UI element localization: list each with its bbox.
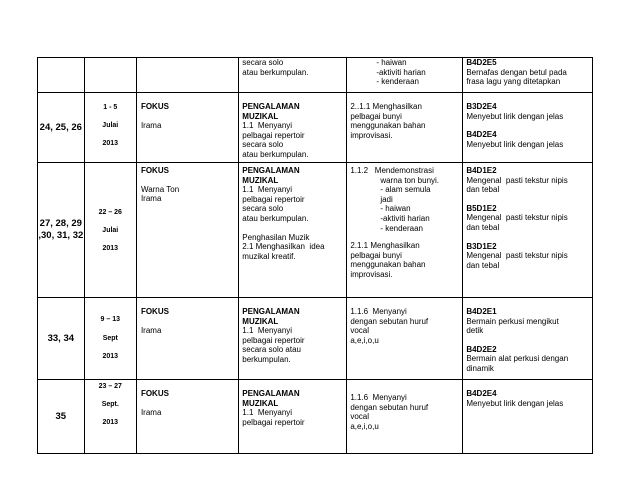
focus-label: FOKUS xyxy=(140,102,169,111)
date-range: 23 – 27 xyxy=(98,383,122,390)
content-line: pelbagai repertoir xyxy=(242,130,305,140)
performance-text: detik xyxy=(466,326,484,336)
learning-standard-cell xyxy=(347,93,463,163)
content-title: MUZIKAL xyxy=(242,175,279,185)
week-cell: 33, 34 xyxy=(38,298,85,380)
content-cell xyxy=(239,298,347,380)
content-line: muzikal kreatif. xyxy=(242,251,296,261)
content-title: PENGALAMAN xyxy=(242,307,300,316)
performance-text: Bernafas dengan betul pada xyxy=(466,67,567,77)
content-cell xyxy=(239,380,347,454)
performance-code: B4D2E4 xyxy=(466,389,497,398)
content-line: 1.1 Menyanyi xyxy=(242,185,293,195)
learning-standard-cell xyxy=(347,380,463,454)
content-line: berkumpulan. xyxy=(242,354,291,364)
learning-line: menggunakan bahan xyxy=(350,260,426,270)
date-cell xyxy=(84,298,136,380)
learning-line: - alam semula xyxy=(380,185,431,195)
content-line: 1.1 Menyanyi xyxy=(242,326,293,336)
learning-line: menggunakan bahan xyxy=(350,121,426,131)
content-line: secara solo xyxy=(242,204,284,214)
learning-line: 2.1.1 Menghasilkan xyxy=(350,241,420,251)
table-row xyxy=(38,298,593,380)
date-cell xyxy=(84,163,136,298)
performance-code: B4D2E1 xyxy=(466,307,497,316)
performance-code: B4D2E5 xyxy=(466,58,497,67)
focus-value: Irama xyxy=(140,194,162,204)
learning-standard-cell xyxy=(347,163,463,298)
focus-value: Irama xyxy=(140,120,162,130)
performance-code: B5D1E2 xyxy=(466,203,497,213)
performance-text: Mengenal pasti tekstur nipis xyxy=(466,251,568,261)
learning-line: 1.1.6 Menyanyi xyxy=(350,393,407,402)
table-row xyxy=(38,380,593,454)
performance-text: Bermain perkusi mengikut xyxy=(466,316,559,326)
performance-text: dan tebal xyxy=(466,185,500,195)
learning-line: - kenderaan xyxy=(376,77,420,87)
learning-standard-cell xyxy=(347,298,463,380)
content-title: MUZIKAL xyxy=(242,111,279,121)
learning-standard-cell xyxy=(347,58,463,93)
performance-standard-cell xyxy=(463,380,593,454)
performance-code: B4D2E4 xyxy=(466,130,497,140)
performance-standard-cell xyxy=(463,93,593,163)
focus-cell xyxy=(136,93,238,163)
performance-code: B3D1E2 xyxy=(466,241,497,251)
performance-text: Mengenal pasti tekstur nipis xyxy=(466,175,568,185)
date-year: 2013 xyxy=(102,140,119,147)
performance-code: B4D2E2 xyxy=(466,344,497,354)
content-line: Penghasilan Muzik xyxy=(242,232,310,242)
focus-value: Irama xyxy=(140,325,162,335)
learning-line: improvisasi. xyxy=(350,269,393,279)
learning-line: - kenderaan xyxy=(380,223,424,233)
table-row xyxy=(38,58,593,93)
performance-text: Menyebut lirik dengan jelas xyxy=(466,111,564,121)
date-range: 1 - 5 xyxy=(103,104,118,111)
focus-cell xyxy=(136,163,238,298)
content-cell xyxy=(239,58,347,93)
date-month: Julai xyxy=(102,122,119,129)
content-line: 2.1 Menghasilkan idea xyxy=(242,242,325,252)
content-line: secara solo xyxy=(242,140,284,150)
learning-line: - haiwan xyxy=(380,204,411,214)
focus-label: FOKUS xyxy=(140,389,169,398)
date-month: Sept. xyxy=(101,401,119,408)
content-line: 1.1 Menyanyi xyxy=(242,408,293,418)
content-line: pelbagai repertoir xyxy=(242,417,305,427)
content-line: 1.1 Menyanyi xyxy=(242,121,293,131)
date-year: 2013 xyxy=(102,244,119,252)
content-line: atau berkumpulan. xyxy=(242,213,309,223)
performance-text: dan tebal xyxy=(466,260,500,270)
learning-line: -aktiviti harian xyxy=(376,67,426,77)
content-title: PENGALAMAN xyxy=(242,102,300,111)
focus-value: Irama xyxy=(140,407,162,417)
date-range: 22 – 26 xyxy=(98,208,122,216)
content-title: MUZIKAL xyxy=(242,398,279,408)
focus-value: Warna Ton xyxy=(140,184,180,194)
learning-line: a,e,i,o,u xyxy=(350,421,379,431)
learning-line: warna ton bunyi. xyxy=(380,175,440,185)
performance-text: Mengenal pasti tekstur nipis xyxy=(466,213,568,223)
learning-line: dengan sebutan huruf xyxy=(350,316,429,326)
week-cell: 24, 25, 26 xyxy=(38,93,85,163)
learning-line: 1.1.6 Menyanyi xyxy=(350,307,407,316)
performance-text: Menyebut lirik dengan jelas xyxy=(466,398,564,408)
content-line: pelbagai repertoir xyxy=(242,194,305,204)
learning-line: -aktiviti harian xyxy=(380,213,430,223)
content-line: atau berkumpulan. xyxy=(242,67,309,77)
date-month: Sept xyxy=(102,335,118,342)
table-row xyxy=(38,93,593,163)
date-cell xyxy=(84,380,136,454)
date-range: 9 – 13 xyxy=(100,316,121,323)
performance-standard-cell xyxy=(463,298,593,380)
performance-text: dinamik xyxy=(466,363,494,373)
performance-text: Bermain alat perkusi dengan xyxy=(466,354,569,364)
performance-standard-cell xyxy=(463,58,593,93)
learning-line: 2..1.1 Menghasilkan xyxy=(350,102,422,111)
table-row xyxy=(38,163,593,298)
performance-code: B3D2E4 xyxy=(466,102,497,111)
performance-code: B4D1E2 xyxy=(466,166,497,175)
content-cell xyxy=(239,163,347,298)
content-line: pelbagai repertoir xyxy=(242,335,305,345)
focus-label: FOKUS xyxy=(140,166,169,175)
date-month: Julai xyxy=(102,226,119,234)
date-cell xyxy=(84,58,136,93)
date-year: 2013 xyxy=(102,353,119,360)
date-cell xyxy=(84,93,136,163)
focus-cell xyxy=(136,58,238,93)
content-line: atau berkumpulan. xyxy=(242,149,309,159)
date-year: 2013 xyxy=(102,419,119,426)
learning-line: - haiwan xyxy=(376,58,407,67)
content-title: PENGALAMAN xyxy=(242,166,300,175)
learning-line: dengan sebutan huruf xyxy=(350,402,429,412)
performance-standard-cell xyxy=(463,163,593,298)
week-cell: 27, 28, 29 ,30, 31, 32 xyxy=(38,163,85,298)
focus-cell xyxy=(136,298,238,380)
focus-label: FOKUS xyxy=(140,307,169,316)
focus-cell xyxy=(136,380,238,454)
content-line: secara solo xyxy=(242,58,284,67)
lesson-plan-sheet xyxy=(37,57,593,455)
week-cell xyxy=(38,58,85,93)
content-title: MUZIKAL xyxy=(242,316,279,326)
performance-text: frasa lagu yang ditetapkan xyxy=(466,77,561,87)
learning-line: pelbagai bunyi xyxy=(350,250,402,260)
learning-line: pelbagai bunyi xyxy=(350,111,402,121)
learning-line: a,e,i,o,u xyxy=(350,335,379,345)
lesson-plan-table xyxy=(37,57,593,454)
content-title: PENGALAMAN xyxy=(242,389,300,398)
learning-line: improvisasi. xyxy=(350,130,393,140)
learning-line: jadi xyxy=(380,194,393,204)
learning-line: 1.1.2 Mendemonstrasi xyxy=(350,166,434,175)
week-cell: 35 xyxy=(38,380,85,454)
learning-line: vocal xyxy=(350,412,369,422)
learning-line: vocal xyxy=(350,326,369,336)
content-line: secara solo atau xyxy=(242,345,301,355)
content-cell xyxy=(239,93,347,163)
performance-text: dan tebal xyxy=(466,222,500,232)
performance-text: Menyebut lirik dengan jelas xyxy=(466,139,564,149)
